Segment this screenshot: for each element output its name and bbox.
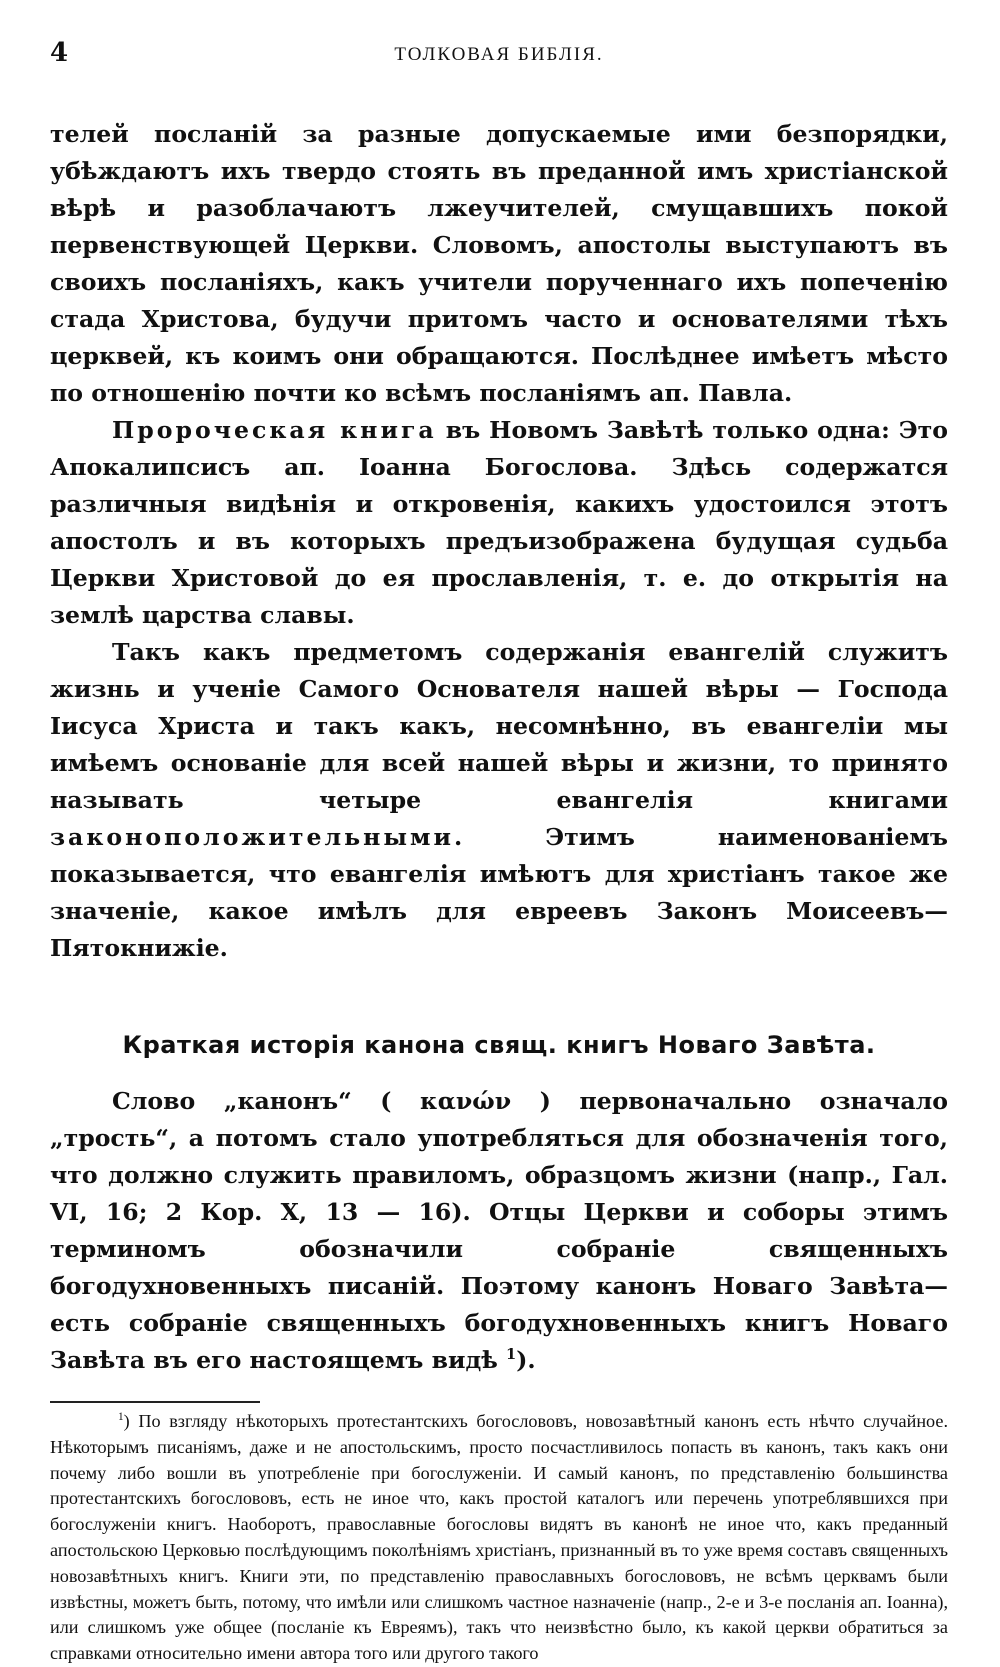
- footnote-text: [50, 1409, 948, 1667]
- footnote: [50, 1409, 948, 1667]
- paragraph-2: [50, 412, 948, 634]
- paragraph-3: [50, 634, 948, 967]
- section-heading: Краткая исторія канона свящ. книгъ Новаго Завѣта.: [122, 1031, 876, 1059]
- paragraph-4: [50, 1083, 948, 1379]
- paragraph-1: телей посланій за разные допускаемые ими безпорядки, убѣждаютъ ихъ твердо стоять въ преданной имъ христіанской вѣрѣ и разоблачаютъ лжеучителей, смущавшихъ покой первенствующей Церкви. Словомъ, апостолы выступаютъ въ своихъ посланіяхъ, какъ учители порученнаго ихъ попеченію стада Христова, будучи притомъ часто и основателями тѣхъ церквей, къ коимъ они обращаются. Послѣднее имѣетъ мѣсто по отношенію почти ко всѣмъ посланіямъ ап. Павла.: [50, 120, 948, 407]
- running-title: ТОЛКОВАЯ БИБЛІЯ.: [394, 44, 604, 65]
- footnote-mark: 1: [118, 1410, 124, 1423]
- paragraph-2-lead: Пророческая книга: [112, 416, 437, 444]
- paragraph-3-start: Такъ какъ предметомъ содержанія евангелій служитъ жизнь и ученіе Самого Основателя нашей вѣры — Господа Іисуса Христа и такъ какъ, несомнѣнно, въ евангеліи мы имѣемъ основаніе для всей нашей вѣры и жизни, то принято называть четыре евангелія книгами: [50, 638, 948, 814]
- main-text: [50, 116, 948, 1379]
- paragraph-2-text: въ Новомъ Завѣтѣ только одна: Это Апокалипсисъ ап. Іоанна Богослова. Здѣсь содержатся различныя видѣнія и откровенія, какихъ удостоился этотъ апостолъ и въ которыхъ предъизображена будущая судьба Церкви Христовой до ея прославленія, т. е. до открытія на землѣ царства славы.: [50, 416, 949, 629]
- footnote-body: ) По взгляду нѣкоторыхъ протестантскихъ богослововъ, новозавѣтный канонъ есть нѣчто случайное. Нѣкоторымъ писаніямъ, даже и не апостольскимъ, просто посчастливилось попасть въ канонъ, такъ какъ они почему либо вошли въ употребленіе при богослуженіи. И самый канонъ, по представленію большинства протестантскихъ богослововъ, есть не иное что, какъ простой каталогъ или перечень употреблявшихся при богослуженіи книгъ. Наоборотъ, православные богословы видятъ въ канонѣ не иное что, какъ преданный апостольскою Церковью послѣдующимъ поколѣніямъ христіанъ, признанный въ то уже время составъ священныхъ новозавѣтныхъ книгъ. Книги эти, по представленію православныхъ богослововъ, не всѣмъ церквамъ были извѣстны, можетъ быть, потому, что имѣли или слишкомъ частное назначеніе (напр., 2-е и 3-е посланія ап. Іоанна), или слишкомъ уже общее (посланіе къ Евреямъ), такъ что неизвѣстно было, къ какой церкви обратиться за справками относительно имени автора того или другого такого: [50, 1411, 948, 1664]
- paragraph-3-spaced: законоположительными: [50, 823, 455, 851]
- footnote-reference: 1: [506, 1346, 517, 1364]
- paragraph-4-after: ).: [516, 1346, 536, 1374]
- paragraph-4-text: Слово „канонъ“ ( κανών ) первоначально означало „трость“, а потомъ стало употребляться для обозначенія того, что должно служить правиломъ, образцомъ жизни (напр., Гал. VI, 16; 2 Кор. X, 13 — 16). Отцы Церкви и соборы этимъ терминомъ обозначили собраніе священныхъ богодухновенныхъ писаній. Поэтому канонъ Новаго Завѣта—есть собраніе священныхъ богодухновенныхъ книгъ Новаго Завѣта въ его настоящемъ видѣ: [50, 1087, 948, 1374]
- page-number: 4: [50, 38, 69, 68]
- page-header: [50, 38, 948, 78]
- paragraph-3-end: . Этимъ наименованіемъ показывается, что евангелія имѣютъ для христіанъ такое же значеніе, какое имѣлъ для евреевъ Законъ Моисеевъ—Пятокнижіе.: [50, 823, 948, 962]
- footnote-divider: [50, 1401, 260, 1403]
